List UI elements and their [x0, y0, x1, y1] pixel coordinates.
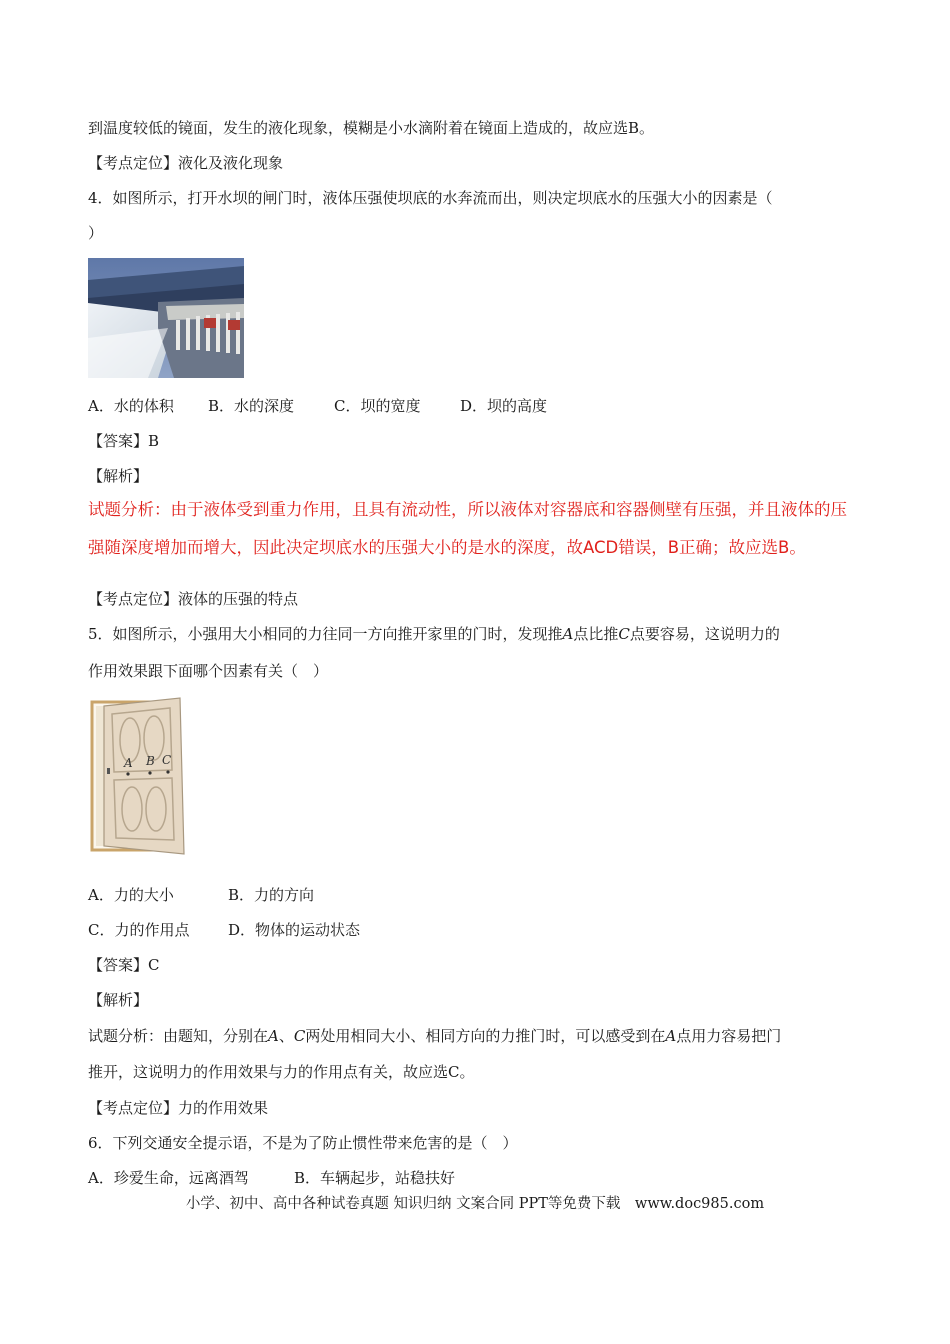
question-6: 6．下列交通安全提示语，不是为了防止惯性带来危害的是（ ） [88, 1134, 518, 1152]
point-heading: 【考点定位】液化及液化现象 [88, 154, 284, 172]
q4-option-b: B．水的深度 [208, 397, 295, 415]
q4-point: 【考点定位】液体的压强的特点 [88, 590, 299, 608]
q5-answer: 【答案】C [88, 956, 160, 974]
q5-option-b: B．力的方向 [228, 886, 315, 904]
q4-option-c: C．坝的宽度 [334, 397, 421, 415]
q5-option-d: D．物体的运动状态 [228, 921, 361, 939]
q4-options [88, 396, 547, 416]
q4-answer: 【答案】B [88, 432, 160, 450]
q5-options-row-1 [88, 885, 314, 905]
q6-option-a: A．珍爱生命，远离酒驾 [88, 1169, 249, 1187]
q5-point: 【考点定位】力的作用效果 [88, 1099, 269, 1117]
text-line: 到温度较低的镜面，发生的液化现象，模糊是小水滴附着在镜面上造成的，故应选B。 [88, 119, 655, 137]
question-5: 5．如图所示，小强用大小相同的力往同一方向推开家里的门时，发现推A点比推C点要容易，这说明力的 [88, 625, 780, 643]
q6-options [88, 1168, 455, 1188]
q5-analysis-line-2: 推开，这说明力的作用效果与力的作用点有关，故应选C。 [88, 1063, 475, 1081]
q4-analysis-line-2: 强随深度增加而增大，因此决定坝底水的压强大小的是水的深度，故ACD错误，B正确；故应选B。 [88, 538, 806, 557]
q5-options-row-2 [88, 920, 360, 940]
page-footer: 小学、初中、高中各种试卷真题 知识归纳 文案合同 PPT等免费下载 www.doc985.com [185, 1196, 765, 1212]
q4-option-a: A．水的体积 [88, 397, 174, 415]
door-label-c: C [162, 753, 172, 767]
q5-analysis-heading: 【解析】 [88, 991, 149, 1009]
q4-analysis-line-1: 试题分析：由于液体受到重力作用，且具有流动性，所以液体对容器底和容器侧壁有压强，并且液体的压 [88, 500, 847, 519]
q5-analysis-line-1: 试题分析：由题知，分别在A、C两处用相同大小、相同方向的力推门时，可以感受到在A点用力容易把门 [88, 1027, 782, 1045]
q6-option-b: B．车辆起步，站稳扶好 [294, 1169, 456, 1187]
dam-photo [88, 258, 244, 378]
q5-option-a: A．力的大小 [88, 886, 174, 904]
q5-option-c: C．力的作用点 [88, 921, 190, 939]
q4-option-d: D．坝的高度 [460, 397, 548, 415]
question-4: 4．如图所示，打开水坝的闸门时，液体压强使坝底的水奔流而出，则决定坝底水的压强大小的因素是（ [88, 189, 773, 207]
q4-analysis-heading: 【解析】 [88, 467, 149, 485]
question-5-cont: 作用效果跟下面哪个因素有关（ ） [88, 662, 329, 680]
door-label-a: A [124, 756, 133, 770]
question-4-paren: ） [88, 224, 104, 242]
door-label-b: B [146, 754, 155, 768]
door-illustration [88, 696, 188, 856]
